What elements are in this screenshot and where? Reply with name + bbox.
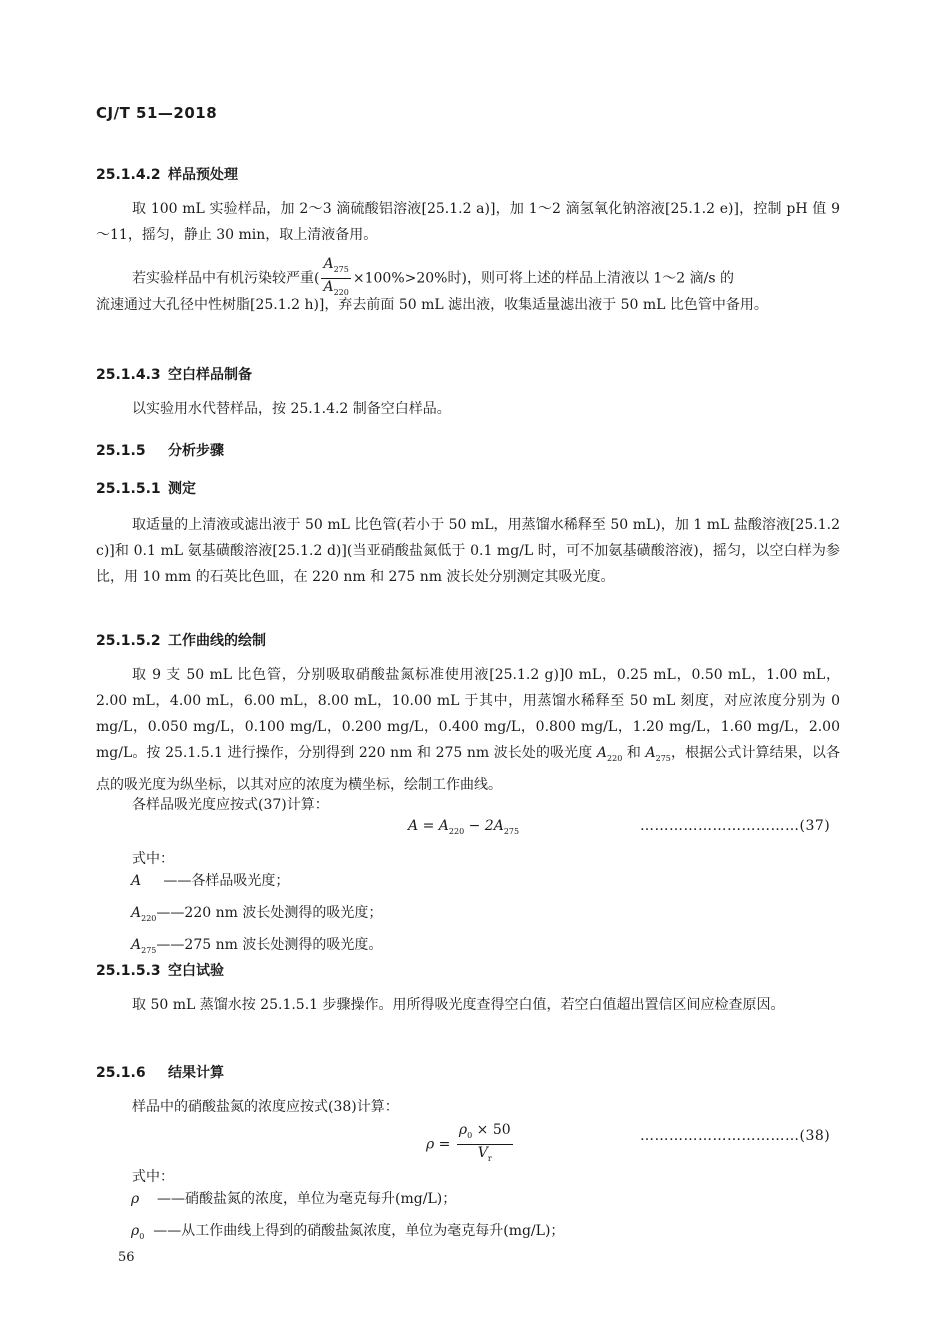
frac-num-sub: 275 xyxy=(333,264,349,274)
def-desc: ——各样品吸光度； xyxy=(163,873,290,889)
eq-minus: − 2 xyxy=(464,818,494,834)
def-sub: 275 xyxy=(141,945,157,955)
symbol-definitions-2 xyxy=(131,1186,564,1250)
frac-den-sub: 220 xyxy=(333,287,349,297)
def-desc: ——220 nm 波长处测得的吸光度； xyxy=(156,904,383,921)
symbol-sub: 220 xyxy=(607,753,623,763)
def-desc: ——从工作曲线上得到的硝酸盐氮浓度，单位为毫克每升(mg/L)； xyxy=(153,1222,565,1239)
eq-lhs: ρ xyxy=(426,1136,435,1153)
paragraph-pretreatment: 取 100 mL 实验样品，加 2～3 滴硫酸铝溶液[25.1.2 a)]，加 1～2 滴氢氧化钠溶液[25.1.2 e)]，控制 pH 值 9～11，摇匀，静止 30 min，取上清液备用。 xyxy=(96,201,840,243)
paragraph-blank-prep: 以实验用水代替样品，按 25.1.4.2 制备空白样品。 xyxy=(132,401,451,417)
section-title: 工作曲线的绘制 xyxy=(168,633,266,649)
symbol-sub: 275 xyxy=(655,753,671,763)
equation-number-37: ……………………………(37) xyxy=(640,818,831,834)
text-segment: 和 xyxy=(622,745,646,761)
heading-25-1-4-3 xyxy=(96,364,840,384)
eq-num-rest: × 50 xyxy=(472,1122,511,1138)
eq-den-symbol: V xyxy=(477,1144,488,1161)
eq-den-sub: r xyxy=(487,1153,492,1163)
eq-equals: = xyxy=(418,818,439,834)
section-number: 25.1.4.3 xyxy=(96,367,161,383)
eq-sub: 220 xyxy=(448,826,465,836)
text-segment: ×100%>20%时)，则可将上述的样品上清液以 1～2 滴/s 的 xyxy=(352,270,735,287)
paragraph-measurement: 取适量的上清液或滤出液于 50 mL 比色管(若小于 50 mL，用蒸馏水稀释至 50 mL)，加 1 mL 盐酸溶液[25.1.2 c)]和 0.1 mL 氨基磺酸溶液[25.1.2 d)](当亚硝酸盐氮低于 0.1 mg/L 时，可不加氨基磺酸溶液)，摇匀，以空白样为参比，用 10 mm 的石英比色皿，在 220 nm 和 275 nm 波长处分别测定其吸光度。 xyxy=(96,517,840,585)
definition-row xyxy=(131,1218,564,1250)
section-number: 25.1.5.3 xyxy=(96,963,161,979)
eq-fraction xyxy=(457,1122,513,1167)
standard-number-header: CJ/T 51—2018 xyxy=(96,104,218,122)
heading-25-1-5-3 xyxy=(96,960,840,980)
definition-row xyxy=(131,932,382,964)
def-symbol: A xyxy=(131,873,142,889)
section-title: 分析步骤 xyxy=(168,443,224,459)
def-sub: 220 xyxy=(141,913,157,923)
section-title: 空白试验 xyxy=(168,963,224,979)
eq-term: A xyxy=(493,818,504,834)
eq-equals: = xyxy=(434,1136,455,1153)
heading-25-1-4-2 xyxy=(96,164,840,184)
equation-38 xyxy=(426,1122,515,1167)
symbol-a: A xyxy=(645,745,656,761)
heading-25-1-5 xyxy=(96,440,840,460)
def-symbol: A xyxy=(131,936,142,953)
def-symbol: ρ xyxy=(131,1191,140,1207)
def-desc: ——硝酸盐氮的浓度，单位为毫克每升(mg/L)； xyxy=(157,1191,457,1207)
paragraph-formula-intro-38: 样品中的硝酸盐氮的浓度应按式(38)计算： xyxy=(132,1099,399,1115)
where-label: 式中： xyxy=(132,1169,174,1185)
paragraph-formula-intro-37: 各样品吸光度应按式(37)计算： xyxy=(132,797,329,813)
eq-lhs: A xyxy=(408,818,419,834)
section-number: 25.1.4.2 xyxy=(96,167,161,183)
frac-den-symbol: A xyxy=(323,278,334,295)
eq-num-symbol: ρ xyxy=(458,1122,468,1138)
def-desc: ——275 nm 波长处测得的吸光度。 xyxy=(156,936,383,953)
section-number: 25.1.5.1 xyxy=(96,481,161,497)
section-title: 结果计算 xyxy=(168,1065,224,1081)
page-number: 56 xyxy=(118,1250,135,1265)
eq-term: A xyxy=(438,818,449,834)
paragraph-calibration xyxy=(96,662,840,798)
definition-row xyxy=(131,868,382,900)
section-title: 空白样品制备 xyxy=(168,367,252,383)
heading-25-1-5-1 xyxy=(96,478,840,498)
def-symbol: ρ xyxy=(131,1222,140,1239)
frac-num-symbol: A xyxy=(323,256,334,272)
text-segment: 取 9 支 50 mL 比色管，分别吸取硝酸盐氮标准使用液[25.1.2 g)]0 mL，0.25 mL，0.50 mL，1.00 mL，2.00 mL，4.00 mL，6.00 mL，8.00 mL，10.00 mL 于其中，用蒸馏水稀释至 50 mL 刻度，对应浓度分别为 0 mg/L，0.050 mg/L，0.100 mg/L，0.200 mg/L，0.400 mg/L，0.800 mg/L，1.20 mg/L，1.60 mg/L，2.00 mg/L。按 25.1.5.1 进行操作，分别得到 220 nm 和 275 nm 波长处的吸光度 xyxy=(96,667,840,761)
text-segment: 若实验样品中有机污染较严重( xyxy=(132,270,320,287)
section-number: 25.1.6 xyxy=(96,1065,146,1081)
section-title: 样品预处理 xyxy=(168,167,238,183)
section-number: 25.1.5.2 xyxy=(96,633,161,649)
eq-num-sub: 0 xyxy=(467,1130,473,1140)
where-label: 式中： xyxy=(132,851,174,867)
definition-row xyxy=(131,1186,564,1218)
definition-row xyxy=(131,900,382,932)
def-sub: 0 xyxy=(139,1231,145,1241)
symbol-a: A xyxy=(596,745,608,761)
heading-25-1-5-2 xyxy=(96,630,840,650)
section-title: 测定 xyxy=(168,481,196,497)
eq-sub: 275 xyxy=(503,826,520,836)
section-number: 25.1.5 xyxy=(96,443,146,459)
paragraph-blank-test: 取 50 mL 蒸馏水按 25.1.5.1 步骤操作。用所得吸光度查得空白值，若空白值超出置信区间应检查原因。 xyxy=(132,997,785,1013)
paragraph-organic-rest: 流速通过大孔径中性树脂[25.1.2 h)]，弃去前面 50 mL 滤出液，收集适量滤出液于 50 mL 比色管中备用。 xyxy=(96,297,768,313)
equation-37 xyxy=(408,818,519,836)
def-symbol: A xyxy=(131,904,142,921)
text-segment: ，根据公式计算结果，以各点的吸光度为纵坐标，以其对应的浓度为横坐标，绘制工作曲线。 xyxy=(96,745,841,793)
equation-number-38: ……………………………(38) xyxy=(640,1128,831,1144)
symbol-definitions-1 xyxy=(131,868,382,963)
heading-25-1-6 xyxy=(96,1062,840,1082)
